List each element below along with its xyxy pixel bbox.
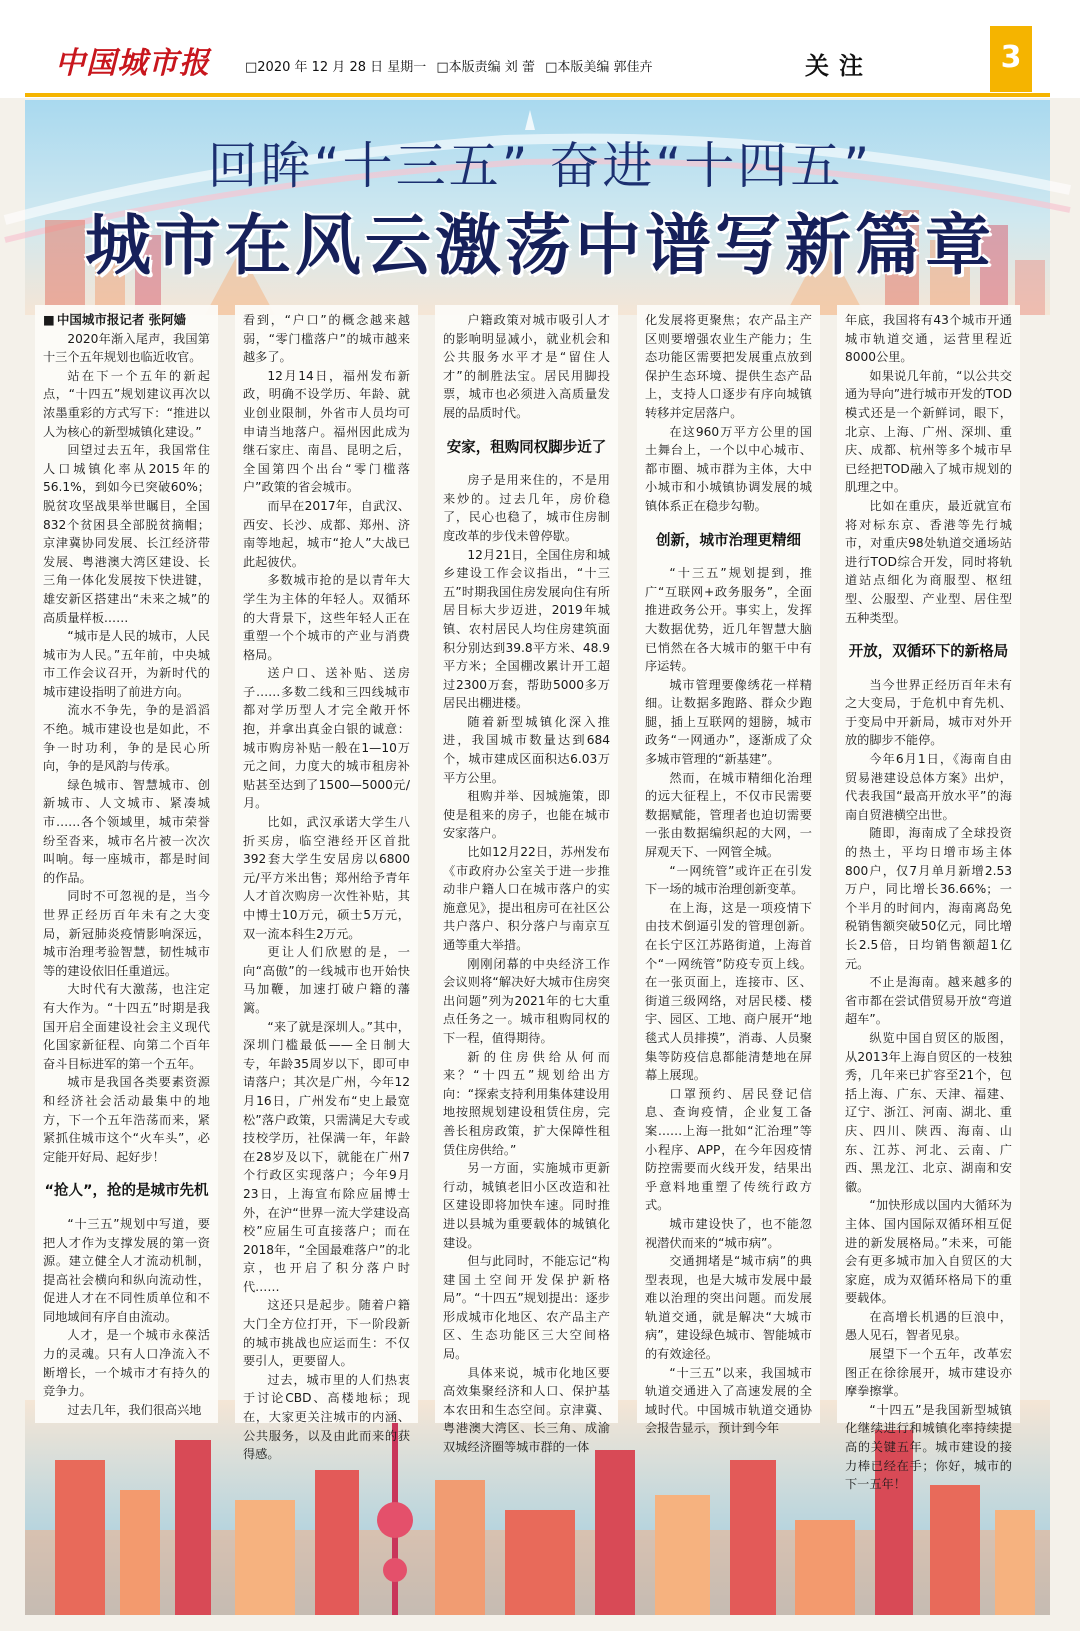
paragraph: 更让人们欣慰的是，一向“高傲”的一线城市也开始快马加鞭，加速打破户籍的藩篱。 [243,945,410,1015]
paragraph: 如果说几年前，“以公共交通为导向”进行城市开发的TOD模式还是一个新鲜词，眼下，北京、上海、广州、深圳、重庆、成都、杭州等多个城市早已经把TOD融入了城市规划的肌理之中。 [845,368,1012,495]
paragraph: 12月14日，福州发布新政，明确不设学历、年龄、就业创业限制，外省市人员均可申请当地落户。福州因此成为继石家庄、南昌、昆明之后，全国第四个出台“零门槛落户”政策的省会城市。 [243,368,410,495]
column-3 [435,305,618,1455]
paragraph: “十三五”规划提到，推广“互联网+政务服务”，全面推进政务公开。事实上，发挥大数据优势，近几年智慧大脑已悄然在各大城市的躯干中有序运转。 [645,566,812,674]
paragraph: 但与此同时，不能忘记“构建国土空间开发保护新格局”。“十四五”规划提出：逐步形成城市化地区、农产品主产区、生态功能区三大空间格局。 [443,1254,610,1362]
paragraph: 当今世界正经历百年未有之大变局，于危机中育先机、于变局中开新局，城市对外开放的脚步不能停。 [845,677,1012,748]
paragraph: 户籍政策对城市吸引人才的影响明显减小，就业机会和公共服务水平才是“留住人才”的制胜法宝。居民用脚投票，城市也必须进入高质量发展的品质时代。 [443,313,610,420]
paragraph: 绿色城市、智慧城市、创新城市、人文城市、紧凑城市……各个领域里，城市荣誉纷至沓来，城市名片被一次次叫响。每一座城市，都是时间的作品。 [43,777,210,885]
paragraph: 比如在重庆，最近就宣布将对标东京、香港等先行城市，对重庆98处轨道交通场站进行TOD综合开发，同时将轨道站点细化为商服型、枢纽型、公服型、产业型、居住型五种类型。 [845,498,1012,625]
column-2 [235,305,418,1462]
paragraph: 多数城市抢的是以青年大学生为主体的年轻人。双循环的大背景下，这些年轻人正在重塑一个个城市的产业与消费格局。 [243,573,410,662]
paragraph: 不止是海南。越来越多的省市都在尝试借贸易开放“弯道超车”。 [845,975,1012,1027]
paragraph: 纵览中国自贸区的版图，从2013年上海自贸区的一枝独秀，几年来已扩容至21个，包括上海、广东、天津、福建、辽宁、浙江、河南、湖北、重庆、四川、陕西、海南、山东、江苏、河北、云南、广西、黑龙江、北京、湖南和安徽。 [845,1030,1012,1194]
headline-kicker: 回眸“十三五” 奋进“十四五” [207,137,873,195]
paragraph: 回望过去五年，我国常住人口城镇化率从2015年的56.1%，到如今已突破60%；脱贫攻坚战果举世瞩目，全国832个贫困县全部脱贫摘帽；京津冀协同发展、长江经济带发展、粤港澳大湾区建设、长三角一体化发展按下快进键，雄安新区搭建出“未来之城”的高质量样板…… [43,443,210,625]
paragraph: 随即，海南成了全球投资的热土，平均日增市场主体800户，仅7月单月新增2.53万户，同比增长36.66%；一个半月的时间内，海南离岛免税销售额突破50亿元，同比增长2.5倍，日均销售额超1亿元。 [845,826,1012,971]
paragraph: “十四五”是我国新型城镇化继续进行和城镇化率持续提高的关键五年。城市建设的接力棒已经在手；你好，城市的下一五年！ [845,1402,1012,1492]
paragraph: 过去，城市里的人们热衷于讨论CBD、高楼地标；现在，大家更关注城市的内涵、公共服务，以及由此而来的获得感。 [243,1372,410,1462]
masthead-rule [25,93,1050,97]
column-1 [35,305,218,1423]
subheading-housing: 安家，租购同权脚步近了 [446,439,607,456]
paragraph: 新的住房供给从何而来？“十四五”规划给出方向：“探索支持利用集体建设用地按照规划建设租赁住房，完善长租房政策，扩大保障性租赁住房供给。” [443,1049,610,1157]
subheading-talent: “抢人”，抢的是城市先机 [44,1183,209,1200]
paragraph: 流水不争先，争的是滔滔不绝。城市建设也是如此，不争一时功利，争的是民心所向，争的是风韵与传承。 [43,703,210,774]
newspaper-logo: 中国城市报 [55,46,210,81]
paragraph: 比如，武汉承诺大学生八折买房，临空港经开区首批392套大学生安居房以6800元/平方米出售；郑州给予青年人才首次购房一次性补贴，其中博士10万元，硕士5万元，双一流本科生2万元。 [243,815,410,941]
main-headline: 城市在风云激荡中谱写新篇章 [85,207,995,284]
paragraph: 化发展将更聚焦；农产品主产区则要增强农业生产能力；生态功能区需要把发展重点放到保护生态环境、提供生态产品上，支持人口逐步有序向城镇转移并定居落户。 [645,313,812,420]
paragraph: “十三五”规划中写道，要把人才作为支撑发展的第一资源。建立健全人才流动机制，提高社会横向和纵向流动性，促进人才在不同性质单位和不同地域间有序自由流动。 [43,1216,210,1324]
paragraph: 12月21日，全国住房和城乡建设工作会议指出，“十三五”时期我国住房发展向住有所居目标大步迈进，2019年城镇、农村居民人均住房建筑面积分别达到39.8平方米、48.9平方米；全国棚改累计开工超过2300万套，帮助5000多万居民出棚进楼。 [443,547,610,711]
paragraph: 同时不可忽视的是，当今世界正经历百年未有之大变局，新冠肺炎疫情影响深远，城市治理考验智慧，韧性城市等的建设依旧任重道远。 [43,889,210,978]
paragraph: 展望下一个五年，改革宏图正在徐徐展开，城市建设亦摩拳擦掌。 [845,1347,1012,1399]
paragraph: 城市管理要像绣花一样精细。让数据多跑路、群众少跑腿，插上互联网的翅膀，城市政务“一网通办”，逐渐成了众多城市管理的“新基建”。 [645,677,812,767]
paragraph: 另一方面，实施城市更新行动，城镇老旧小区改造和社区建设即将加快车速。同时推进以县城为重要载体的城镇化建设。 [443,1161,610,1250]
subheading-opening: 开放，双循环下的新格局 [848,644,1009,661]
article-body [35,305,1040,1492]
masthead [0,0,1080,98]
page-designer: □本版美编 郭佳卉 [545,60,653,75]
paragraph: 而早在2017年，自武汉、西安、长沙、成都、郑州、济南等地起，城市“抢人”大战已此起彼伏。 [243,498,410,569]
paragraph: 看到，“户口”的概念越来越弱，“零门槛落户”的城市越来越多了。 [243,313,410,365]
paragraph: 租购并举、因城施策，即使是租来的房子，也能在城市安家落户。 [443,789,610,841]
paragraph: “来了就是深圳人。”其中，深圳门槛最低——全日制大专，年龄35周岁以下，即可申请落户；其次是广州，今年12月16日，广州发布“史上最宽松”落户政策，只需满足大专或技校学历，社保满一年，年龄在28岁及以下，就能在广州7个行政区实现落户；今年9月23日，上海宣布除应届博士外，在沪“世界一流大学建设高校”应届生可直接落户；而在2018年，“全国最难落户”的北京，也开启了积分落户时代…… [243,1019,410,1294]
paragraph: 过去几年，我们很高兴地 [67,1402,202,1417]
paragraph: 交通拥堵是“城市病”的典型表现，也是大城市发展中最难以治理的突出问题。而发展轨道交通，就是解决“大城市病”，建设绿色城市、智能城市的有效途径。 [645,1254,812,1362]
column-5 [837,305,1020,1492]
paragraph: 大时代有大激荡，也注定有大作为。“十四五”时期是我国开启全面建设社会主义现代化国家新征程、向第二个百年奋斗目标进军的第一个五年。 [43,982,210,1071]
paragraph: 然而，在城市精细化治理的远大征程上，不仅市民需要数据赋能，管理者也迫切需要一张由数据编织起的大网，一屏观天下、一网管全城。 [645,770,812,860]
paragraph: 2020年渐入尾声，我国第十三个五年规划也临近收官。 [43,331,210,365]
column-4 [637,305,820,1436]
paragraph: 年底，我国将有43个城市开通城市轨道交通，运营里程近8000公里。 [845,313,1012,365]
paragraph: “一网统管”或许正在引发下一场的城市治理创新变革。 [645,863,812,897]
paragraph: 口罩预约、居民登记信息、查询疫情，企业复工备案……上海一批如“汇治理”等小程序、APP，在今年因疫情防控需要而火线开发，结果出乎意料地重塑了传统行政方式。 [645,1086,812,1213]
paragraph: 今年6月1日，《海南自由贸易港建设总体方案》出炉，代表我国“最高开放水平”的海南自贸港横空出世。 [845,752,1012,822]
paragraph: 站在下一个五年的新起点，“十四五”规划建议再次以浓墨重彩的方式写下：“推进以人为核心的新型城镇化建设。” [43,368,210,439]
paragraph: 比如12月22日，苏州发布《市政府办公室关于进一步推动非户籍人口在城市落户的实施意见》，提出租房可在社区公共户落户、积分落户与南京互通等重大举措。 [443,845,610,952]
paragraph: 在上海，这是一项疫情下由技术倒逼引发的管理创新。在长宁区江苏路街道，上海首个“一网统管”防疫专页上线。在一张页面上，连接市、区、街道三级网络，对居民楼、楼宇、园区、工地、商户展开“地毯式人员排摸”，消毒、人员聚集等防疫信息都能清楚地在屏幕上展现。 [645,900,812,1083]
paragraph: 城市建设快了，也不能忽视潜伏而来的“城市病”。 [645,1216,812,1250]
issue-date: □2020 年 12 月 28 日 星期一 [245,60,427,75]
paragraph: “十三五”以来，我国城市轨道交通进入了高速发展的全域时代。中国城市轨道交通协会报告显示，预计到今年 [645,1365,812,1436]
subheading-innovation: 创新，城市治理更精细 [656,532,801,549]
paragraph: “加快形成以国内大循环为主体、国内国际双循环相互促进的新发展格局。”未来，可能会有更多城市加入自贸区的大家庭，成为双循环格局下的重要载体。 [845,1198,1012,1306]
issue-meta [245,56,659,75]
paragraph: “城市是人民的城市，人民城市为人民。”五年前，中央城市工作会议召开，为新时代的城市建设指明了前进方向。 [43,629,210,699]
paragraph: 在高增长机遇的巨浪中，愚人见石，智者见泉。 [845,1309,1012,1343]
paragraph: 这还只是起步。随着户籍大门全方位打开，下一阶段新的城市挑战也应运而生：不仅要引人，更要留人。 [243,1298,410,1369]
page-number: 3 [990,26,1032,92]
page-editor: □本版责编 刘 蕾 [436,60,535,75]
paragraph: 随着新型城镇化深入推进，我国城市数量达到684个，城市建成区面积达6.03万平方公里。 [443,714,610,785]
paragraph: 具体来说，城市化地区要高效集聚经济和人口、保护基本农田和生态空间。京津冀、粤港澳大湾区、长三角、成渝双城经济圈等城市群的一体 [443,1365,610,1455]
paragraph: 人才，是一个城市永葆活力的灵魂。只有人口净流入不断增长，一个城市才有持久的竞争力。 [43,1328,210,1399]
paragraph: 送户口、送补贴、送房子……多数二线和三四线城市都对学历型人才完全敞开怀抱，并拿出真金白银的诚意：城市购房补贴一般在1—10万元之间，力度大的城市租房补贴甚至达到了1500—5000元/月。 [243,666,410,811]
paragraph: 刚刚闭幕的中央经济工作会议则将“解决好大城市住房突出问题”列为2021年的七大重点任务之一。城市租购同权的下一程，值得期待。 [443,956,610,1045]
section-name: 关注 [805,52,873,80]
paragraph: 城市是我国各类要素资源和经济社会活动最集中的地方，下一个五年浩荡而来，紧紧抓住城市这个“火车头”，必定能开好局、起好步！ [43,1075,210,1164]
paragraph: 房子是用来住的，不是用来炒的。过去几年，房价稳了，民心也稳了，城市住房制度改革的步伐未曾停歇。 [443,473,610,543]
paragraph: 在这960万平方公里的国土舞台上，一个以中心城市、都市圈、城市群为主体，大中小城市和小城镇协调发展的城镇体系正在稳步勾勒。 [645,424,812,513]
byline: ■ 中国城市报记者 张阿嫱 [43,311,210,330]
